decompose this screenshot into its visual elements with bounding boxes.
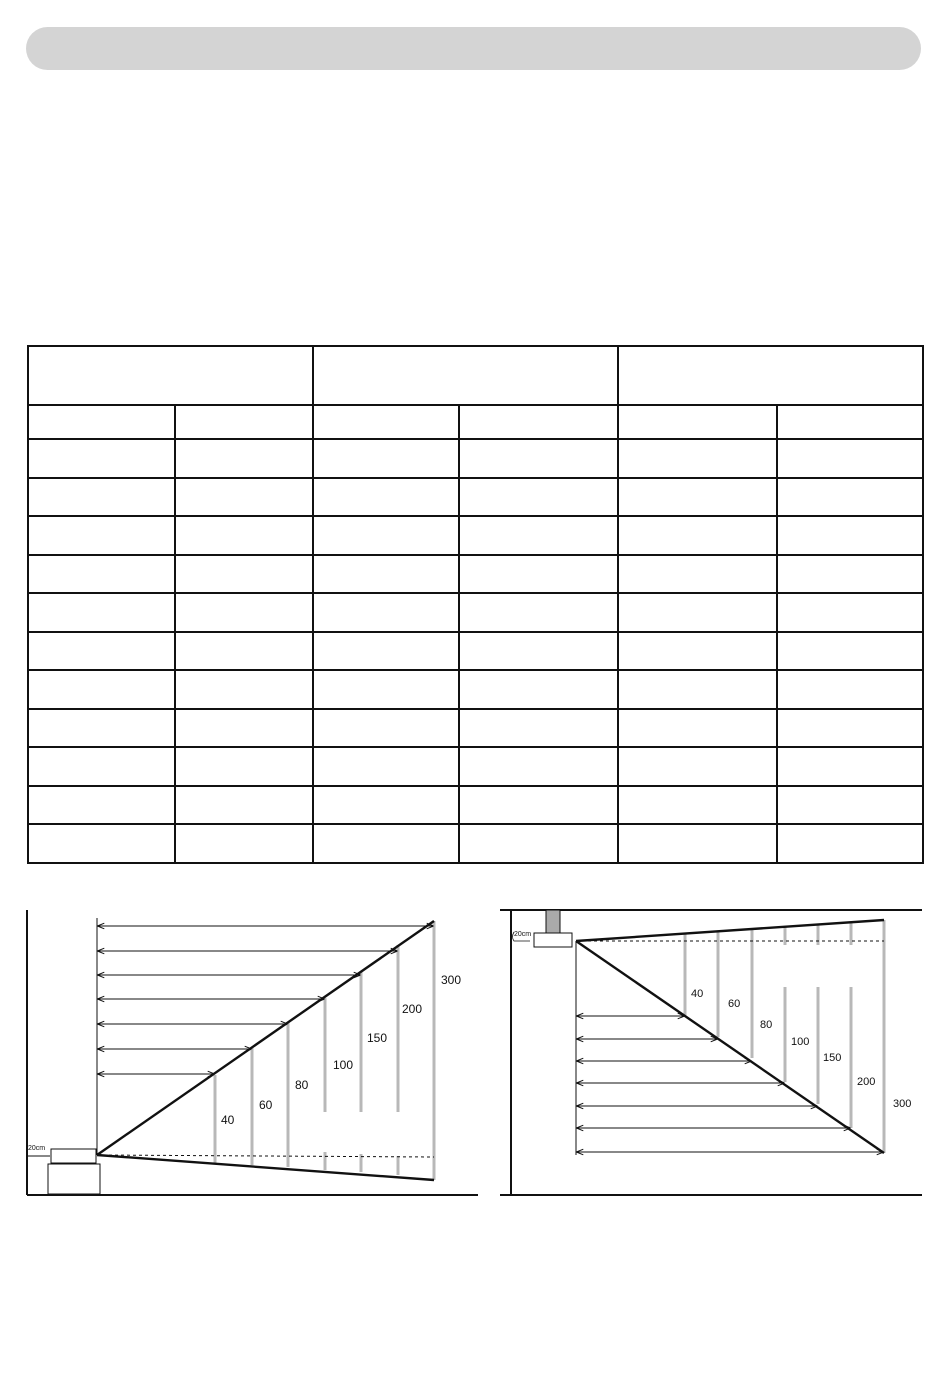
screen-size-label: 60 [728,998,741,1010]
screen-size-label: 80 [760,1019,773,1031]
screen-size-label: 60 [259,1098,273,1112]
screen-size-label: 200 [402,1002,423,1016]
screen-size-label: 300 [441,973,462,987]
screen-size-label: 200 [857,1076,876,1088]
ceiling-projection-diagram [495,905,925,1200]
screen-size-label: 150 [823,1052,842,1064]
screen-size-label: 100 [791,1036,810,1048]
screen-size-label: 100 [333,1058,354,1072]
screen-size-label: 150 [367,1031,388,1045]
screen-size-label: 40 [691,988,704,1000]
screen-size-label: 40 [221,1113,235,1127]
section-header-bar [26,27,921,70]
optical-axis [97,1155,434,1157]
floor-projection-diagram [20,905,485,1200]
projection-beam [576,920,884,1153]
throw-distance-table [27,345,924,864]
screen-size-labels [691,988,911,1110]
offset-label: 20cm [28,1145,46,1152]
offset-label: 20cm [514,931,532,938]
screen-size-label: 80 [295,1078,309,1092]
screen-size-labels [221,973,461,1127]
screen-size-label: 300 [893,1098,912,1110]
ceiling-mount [513,910,573,947]
distance-arrows [577,1016,883,1152]
projection-beam [97,921,434,1180]
projector-table [28,1149,100,1194]
distance-arrows [98,926,433,1074]
